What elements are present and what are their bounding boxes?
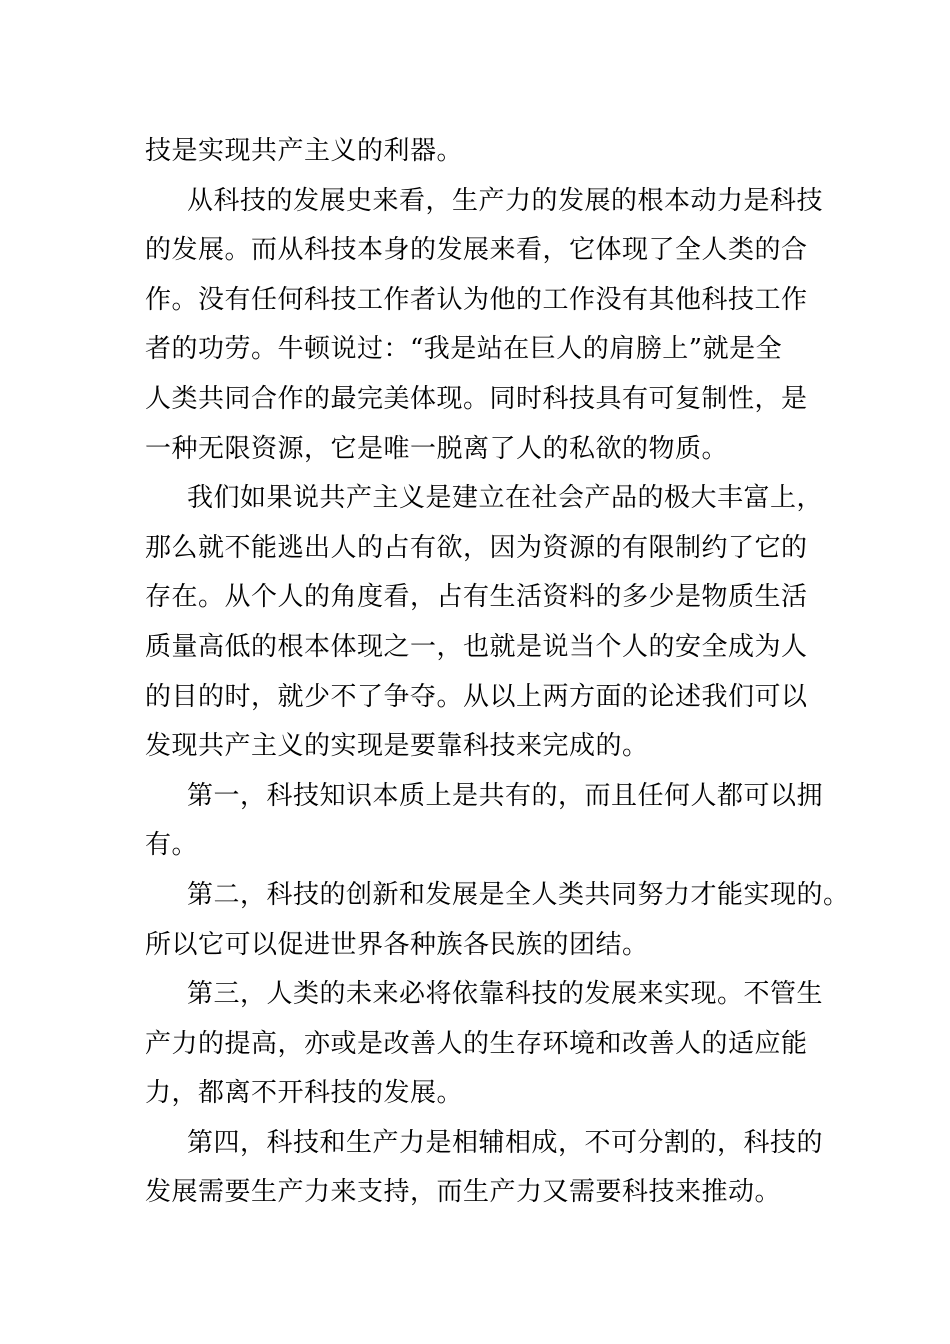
text-line: 第一，科技知识本质上是共有的，而且任何人都可以拥 bbox=[187, 780, 824, 811]
text-line: 发现共产主义的实现是要靠科技来完成的。 bbox=[145, 731, 649, 762]
text-line: 我们如果说共产主义是建立在社会产品的极大丰富上， bbox=[187, 483, 824, 514]
text-line: 作。没有任何科技工作者认为他的工作没有其他科技工作 bbox=[145, 284, 808, 315]
text-line: 第二，科技的创新和发展是全人类共同努力才能实现的。 bbox=[187, 879, 850, 910]
text-line: 的发展。而从科技本身的发展来看，它体现了全人类的合 bbox=[145, 235, 808, 266]
text-line: 产力的提高，亦或是改善人的生存环境和改善人的适应能 bbox=[145, 1028, 808, 1059]
text-line: 有。 bbox=[145, 830, 199, 861]
text-line: 人类共同合作的最完美体现。同时科技具有可复制性，是 bbox=[145, 383, 808, 414]
text-line: 所以它可以促进世界各种族各民族的团结。 bbox=[145, 929, 649, 960]
text-line: 第四，科技和生产力是相辅相成，不可分割的，科技的 bbox=[187, 1127, 824, 1158]
text-line: 者的功劳。牛顿说过：“我是站在巨人的肩膀上”就是全 bbox=[145, 334, 783, 365]
document-body bbox=[145, 127, 850, 1218]
text-line: 一种无限资源，它是唯一脱离了人的私欲的物质。 bbox=[145, 433, 729, 464]
text-line: 从科技的发展史来看，生产力的发展的根本动力是科技 bbox=[187, 185, 824, 216]
text-line: 力，都离不开科技的发展。 bbox=[145, 1078, 464, 1109]
text-line: 第三，人类的未来必将依靠科技的发展来实现。不管生 bbox=[187, 979, 824, 1010]
text-line: 技是实现共产主义的利器。 bbox=[145, 136, 464, 166]
text-line: 质量高低的根本体现之一，也就是说当个人的安全成为人 bbox=[145, 631, 808, 662]
text-line: 的目的时，就少不了争夺。从以上两方面的论述我们可以 bbox=[145, 681, 808, 712]
text-line: 存在。从个人的角度看，占有生活资料的多少是物质生活 bbox=[145, 582, 808, 613]
text-line: 那么就不能逃出人的占有欲，因为资源的有限制约了它的 bbox=[145, 532, 808, 563]
text-line: 发展需要生产力来支持，而生产力又需要科技来推动。 bbox=[145, 1177, 782, 1208]
